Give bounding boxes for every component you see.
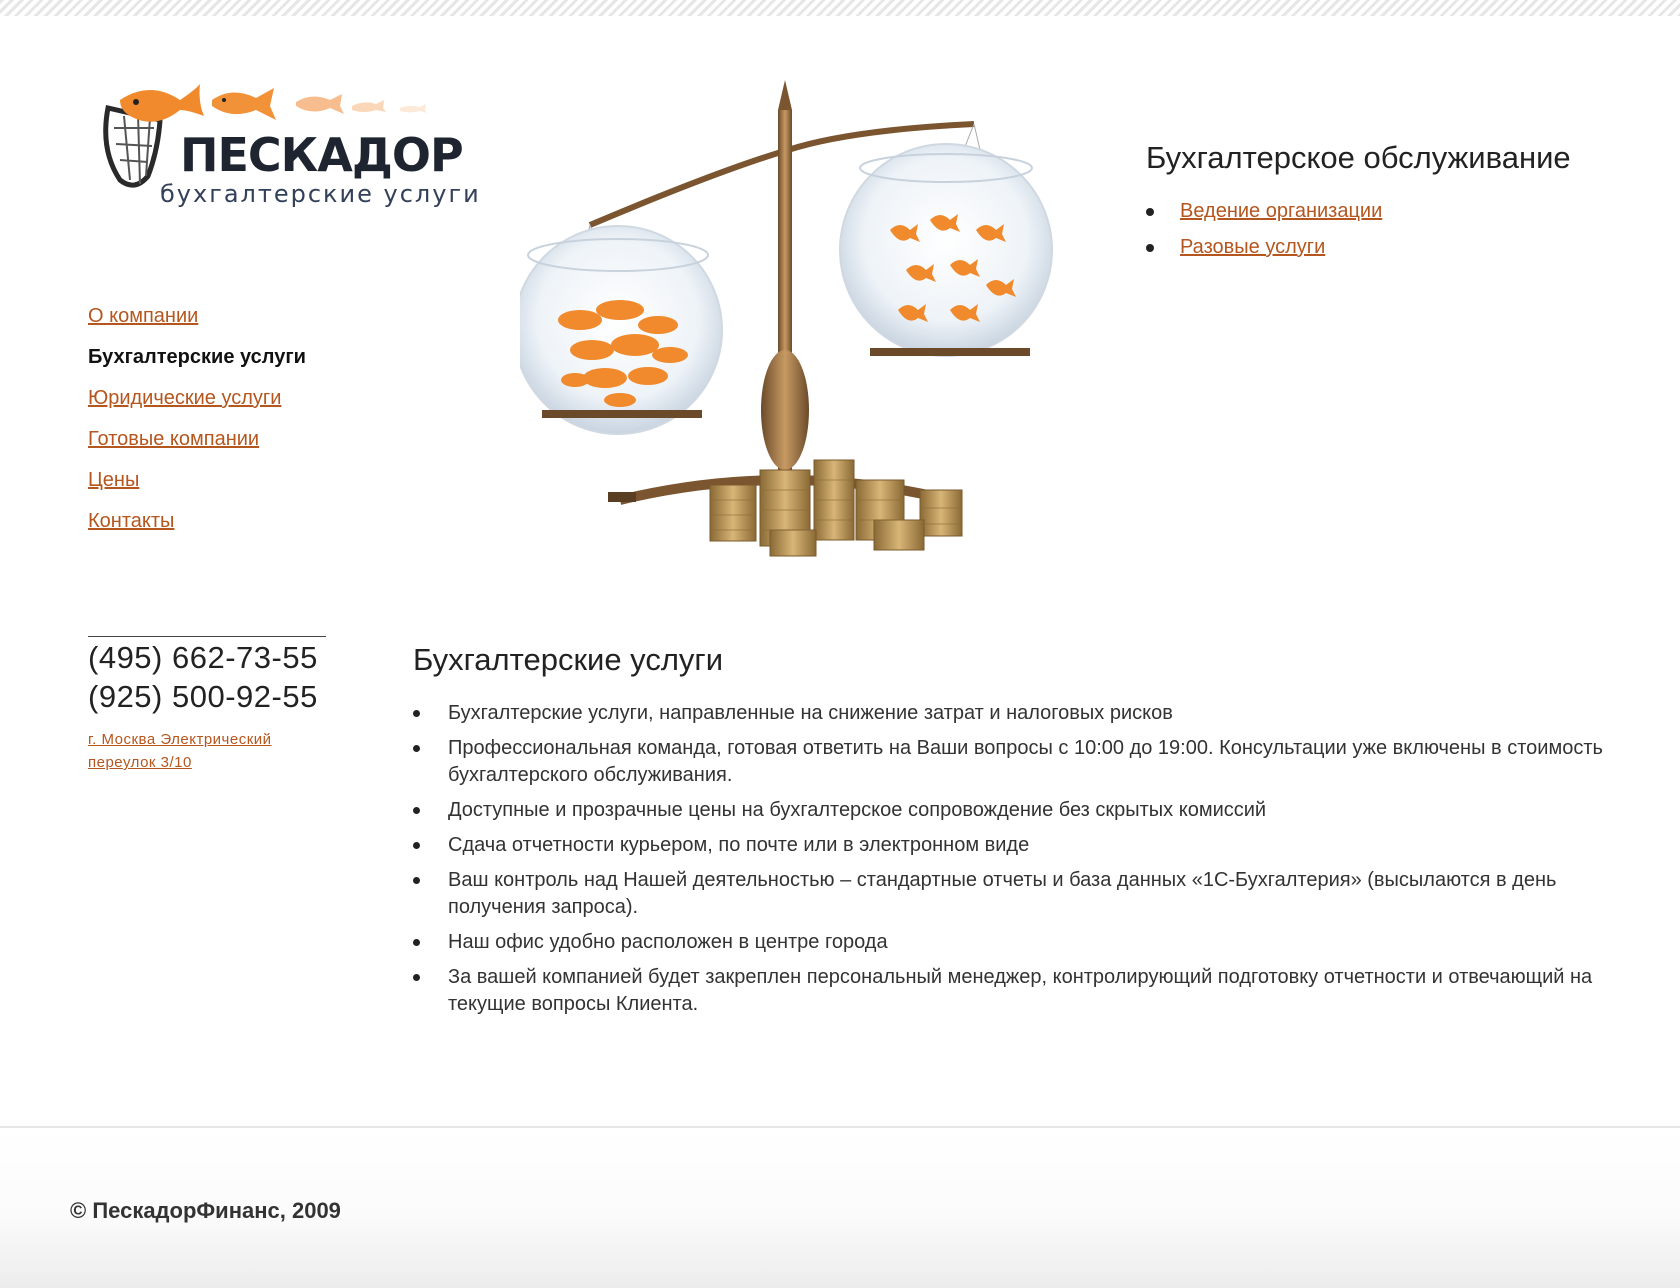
page-title: Бухгалтерские услуги <box>413 642 724 677</box>
brand-tagline: бухгалтерские услуги <box>160 180 481 208</box>
service-link-organization[interactable]: Ведение организации <box>1180 200 1383 222</box>
nav-link-legal[interactable]: Юридические услуги <box>88 387 282 409</box>
phone-number-2: (925) 500-92-55 <box>88 679 318 714</box>
benefit-item: Бухгалтерские услуги, направленные на снижение затрат и налоговых рисков <box>413 700 1653 727</box>
nav-item-ready-companies[interactable] <box>88 421 306 462</box>
nav-current-accounting: Бухгалтерские услуги <box>88 346 306 368</box>
nav-item-contacts[interactable] <box>88 503 306 544</box>
service-link-one-time[interactable]: Разовые услуги <box>1180 236 1326 258</box>
nav-link-ready-companies[interactable]: Готовые компании <box>88 428 260 450</box>
benefit-item: Доступные и прозрачные цены на бухгалтерское сопровождение без скрытых комиссий <box>413 797 1653 824</box>
copyright: © ПескадорФинанс, 2009 <box>70 1198 341 1223</box>
benefits-list <box>413 700 1653 1026</box>
nav-item-prices[interactable] <box>88 462 306 503</box>
address-link[interactable]: г. Москва Электрический переулок 3/10 <box>88 731 272 771</box>
services-list <box>1146 196 1382 268</box>
service-item <box>1146 196 1382 232</box>
nav-item-legal[interactable] <box>88 380 306 421</box>
nav-item-accounting <box>88 339 306 380</box>
benefit-item: Наш офис удобно расположен в центре города <box>413 929 1653 956</box>
nav-link-about[interactable]: О компании <box>88 305 199 327</box>
benefit-item: Профессиональная команда, готовая ответить на Ваши вопросы с 10:00 до 19:00. Консультации уже включены в стоимость бухгалтерского обслуживания. <box>413 735 1653 789</box>
services-title: Бухгалтерское обслуживание <box>1146 140 1571 175</box>
nav-item-about[interactable] <box>88 298 306 339</box>
service-item <box>1146 232 1382 268</box>
benefit-item: За вашей компанией будет закреплен персональный менеджер, контролирующий подготовку отчетности и отвечающий на текущие вопросы Клиента. <box>413 964 1653 1018</box>
brand-name: ПЕСКАДОР <box>180 128 463 182</box>
phone-number-1: (495) 662-73-55 <box>88 640 318 675</box>
main-nav <box>88 298 306 544</box>
benefit-item: Ваш контроль над Нашей деятельностью – стандартные отчеты и база данных «1С-Бухгалтерия» (высылаются в день получения запроса). <box>413 867 1653 921</box>
nav-link-prices[interactable]: Цены <box>88 469 140 491</box>
scales-fishbowls-illustration <box>520 80 1100 610</box>
contacts-divider <box>88 636 326 637</box>
nav-link-contacts[interactable]: Контакты <box>88 510 175 532</box>
logo[interactable] <box>100 80 500 220</box>
benefit-item: Сдача отчетности курьером, по почте или в электронном виде <box>413 832 1653 859</box>
